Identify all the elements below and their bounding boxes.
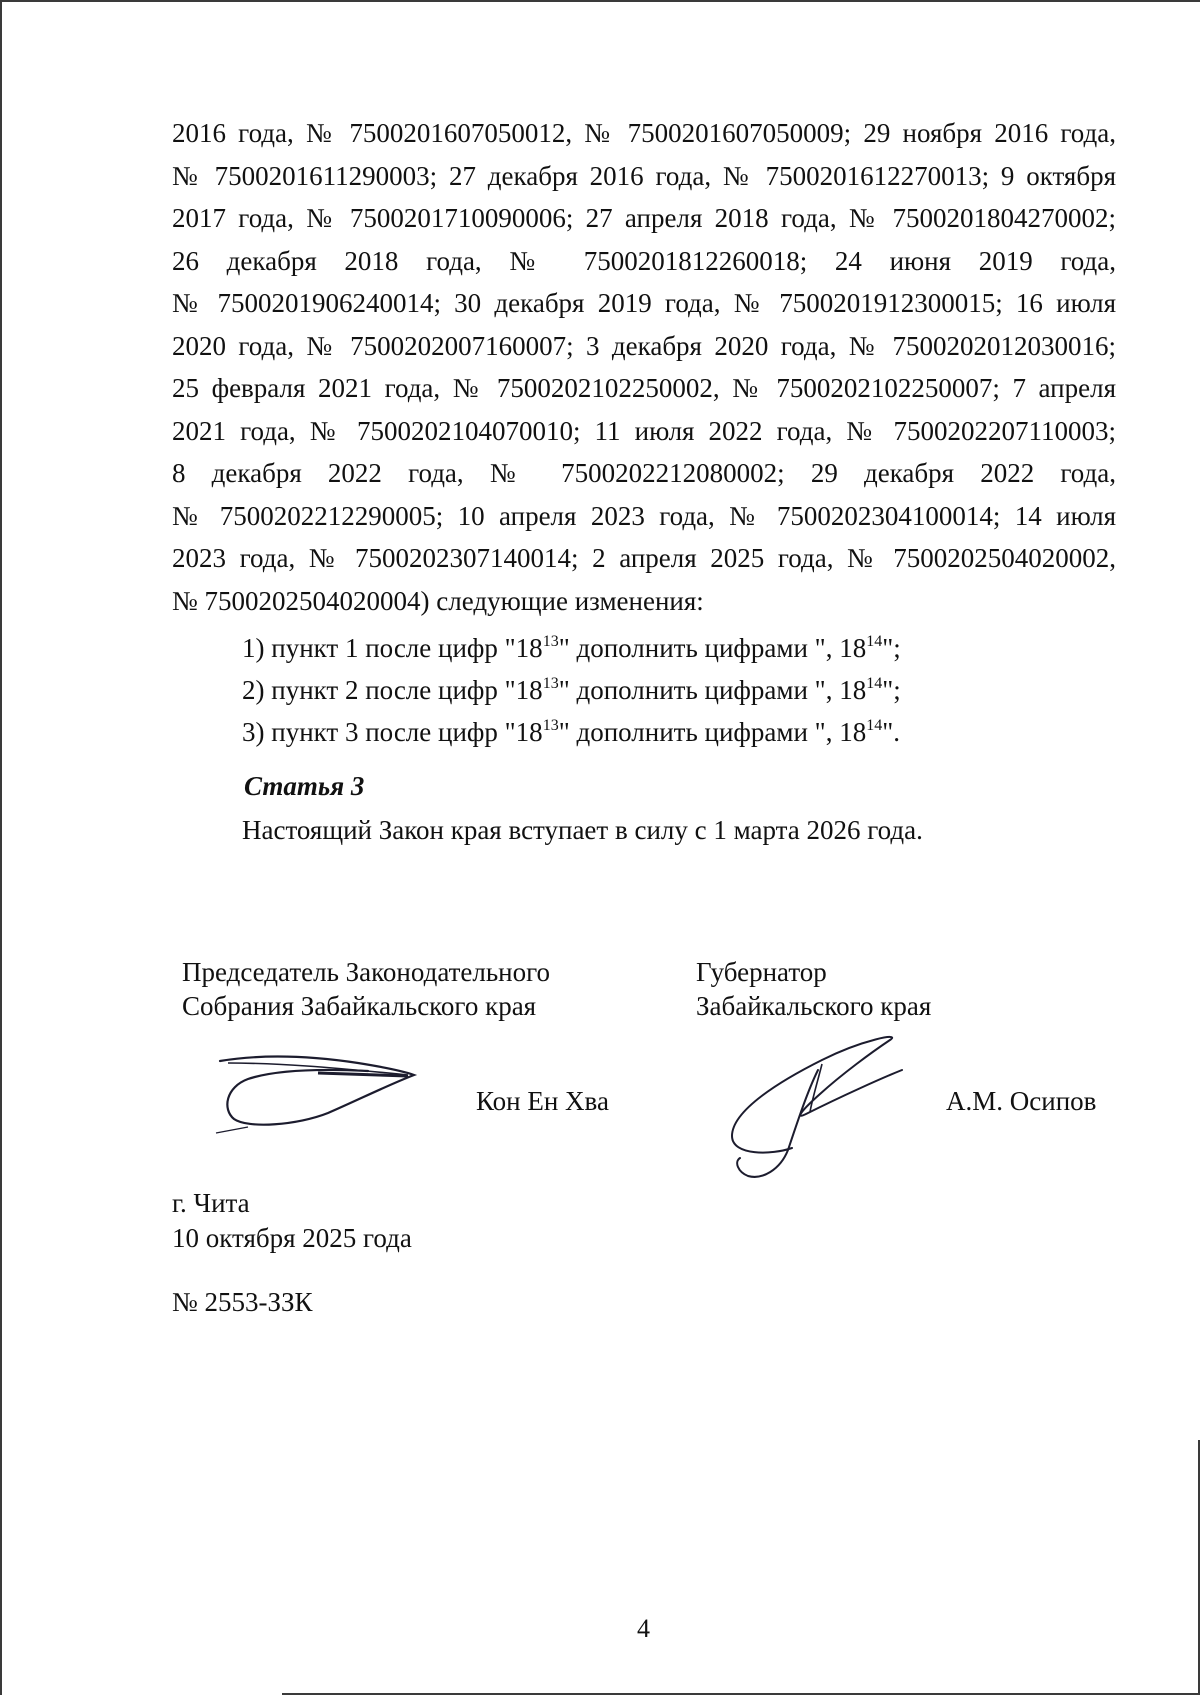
- body-line: 2021 года, № 7500202104070010; 11 июля 2022 года, № 7500202207110003;: [172, 415, 1116, 446]
- body-line: № 7500202504020004) следующие изменения:: [172, 586, 704, 617]
- amendment-item-3: 3) пункт 3 после цифр "$18^{13}$" дополнить цифрами ", $18^{14}$".: [242, 717, 900, 747]
- article-heading: Статья 3: [244, 771, 365, 801]
- body-line: 8 декабря 2022 года, № 7500202212080002; 29 декабря 2022 года,: [172, 458, 1116, 489]
- body-line: 2020 года, № 7500202007160007; 3 декабря 2020 года, № 7500202012030016;: [172, 330, 1116, 361]
- left-signature: [208, 1045, 428, 1135]
- scan-edge-left: [0, 0, 2, 1695]
- left-signatory-title: Председатель Законодательного Собрания Забайкальского края: [182, 957, 551, 1021]
- right-signatory-name: А.М. Осипов: [946, 1086, 1097, 1116]
- body-line: 2023 года, № 7500202307140014; 2 апреля 2025 года, № 7500202504020002,: [172, 543, 1116, 574]
- place: г. Чита: [172, 1188, 250, 1218]
- page-number: 4: [637, 1614, 650, 1643]
- body-line: № 7500202212290005; 10 апреля 2023 года, № 7500202304100014; 14 июля: [172, 500, 1116, 531]
- body-line: 26 декабря 2018 года, № 7500201812260018; 24 июня 2019 года,: [172, 245, 1116, 276]
- body-line: № 7500201611290003; 27 декабря 2016 года, № 7500201612270013; 9 октября: [172, 160, 1116, 191]
- right-signatory-title: Губернатор Забайкальского края: [696, 957, 932, 1021]
- right-signature: [722, 1030, 912, 1185]
- law-number: № 2553-ЗЗК: [172, 1287, 313, 1317]
- body-paragraph: [172, 112, 1116, 623]
- body-line: 2017 года, № 7500201710090006; 27 апреля 2018 года, № 7500201804270002;: [172, 203, 1116, 234]
- body-line: № 7500201906240014; 30 декабря 2019 года, № 7500201912300015; 16 июля: [172, 288, 1116, 319]
- article-text: Настоящий Закон края вступает в силу с 1 марта 2026 года.: [242, 815, 923, 845]
- scan-edge-top: [0, 0, 1200, 2]
- date: 10 октября 2025 года: [172, 1223, 412, 1253]
- body-line: 2016 года, № 7500201607050012, № 7500201607050009; 29 ноября 2016 года,: [172, 118, 1116, 148]
- amendment-item-2: 2) пункт 2 после цифр "$18^{13}$" дополнить цифрами ", $18^{14}$";: [242, 675, 901, 705]
- amendment-item-1: 1) пункт 1 после цифр "$18^{13}$" дополнить цифрами ", $18^{14}$";: [242, 633, 901, 663]
- body-line: 25 февраля 2021 года, № 7500202102250002, № 7500202102250007; 7 апреля: [172, 373, 1116, 404]
- left-signatory-name: Кон Ен Хва: [476, 1086, 609, 1116]
